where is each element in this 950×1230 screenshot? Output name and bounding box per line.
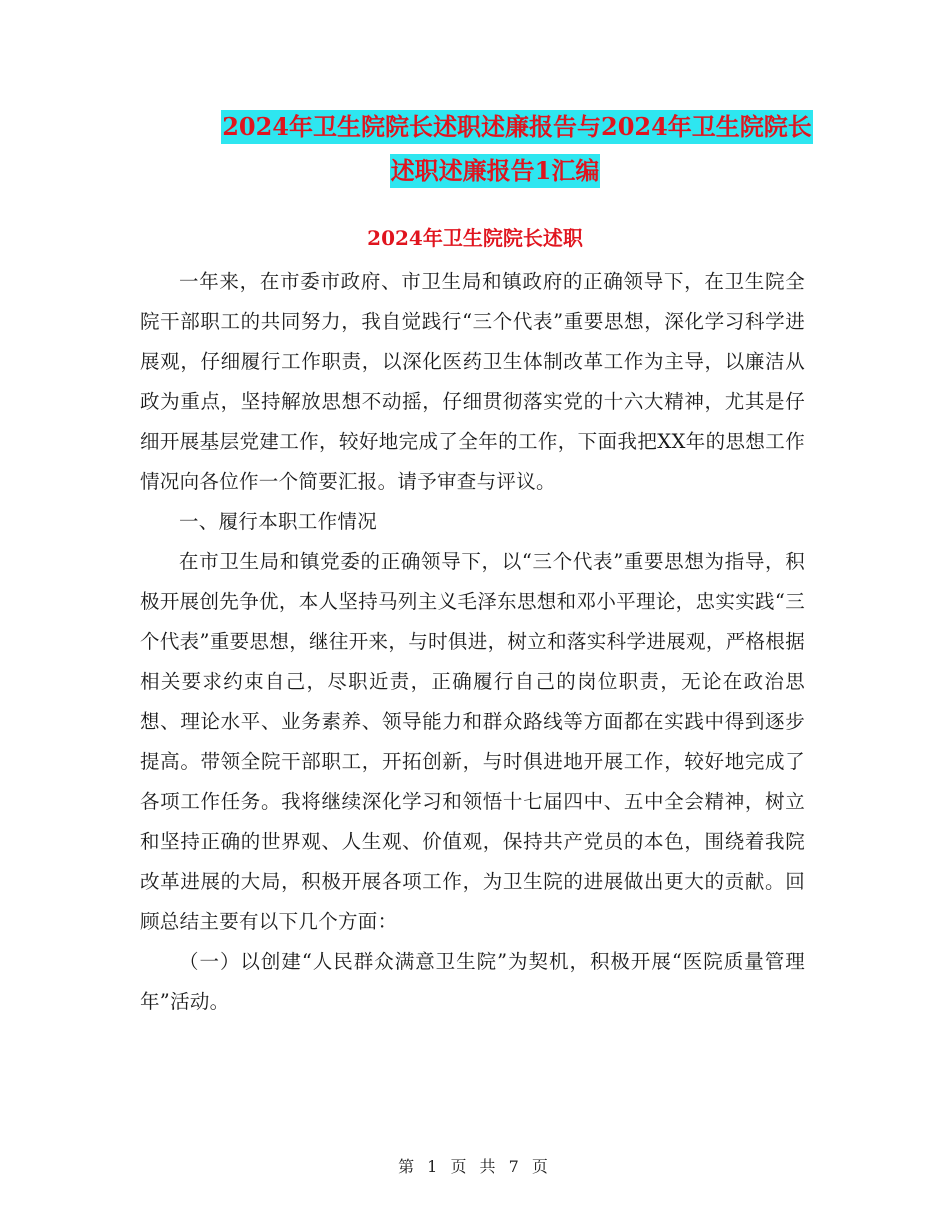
heading-one: 一、履行本职工作情况 <box>179 510 378 533</box>
paragraph-duties: 在市卫生局和镇党委的正确领导下，以“三个代表”重要思想为指导，积极开展创先争优，本人坚持马列主义毛泽东思想和邓小平理论，忠实实践“三个代表”重要思想，继往开来，与时俱进，树立和落实科学进展观，严格根据相关要求约束自己，尽职近责，正确履行自己的岗位职责，无论在政治思想、理论水平、业务素养、领导能力和群众路线等方面都在实践中得到逐步提高。带领全院干部职工，开拓创新，与时俱进地开展工作，较好地完成了各项工作任务。我将继续深化学习和领悟十七届四中、五中全会精神，树立和坚持正确的世界观、人生观、价值观，保持共产党员的本色，围绕着我院改革进展的大局，积极开展各项工作，为卫生院的进展做出更大的贡献。回顾总结主要有以下几个方面： <box>140 550 805 933</box>
section-title: 2024年卫生院院长述职 <box>367 226 583 250</box>
document-body <box>140 262 805 1022</box>
title-line-1: 2024年卫生院院长述职述廉报告与2024年卫生院院长 <box>221 110 813 144</box>
document-title <box>140 110 850 188</box>
page-footer: 第 1 页 共 7 页 <box>398 1157 552 1176</box>
title-line-2: 述职述廉报告1汇编 <box>390 154 601 188</box>
subheading-one: （一）以创建“人民群众满意卫生院”为契机，积极开展“医院质量管理年”活动。 <box>140 950 805 1013</box>
paragraph-intro: 一年来，在市委市政府、市卫生局和镇政府的正确领导下，在卫生院全院干部职工的共同努力，我自觉践行“三个代表”重要思想，深化学习科学进展观，仔细履行工作职责，以深化医药卫生体制改革工作为主导，以廉洁从政为重点，坚持解放思想不动摇，仔细贯彻落实党的十六大精神，尤其是仔细开展基层党建工作，较好地完成了全年的工作，下面我把XX年的思想工作情况向各位作一个简要汇报。请予审查与评议。 <box>140 270 805 493</box>
